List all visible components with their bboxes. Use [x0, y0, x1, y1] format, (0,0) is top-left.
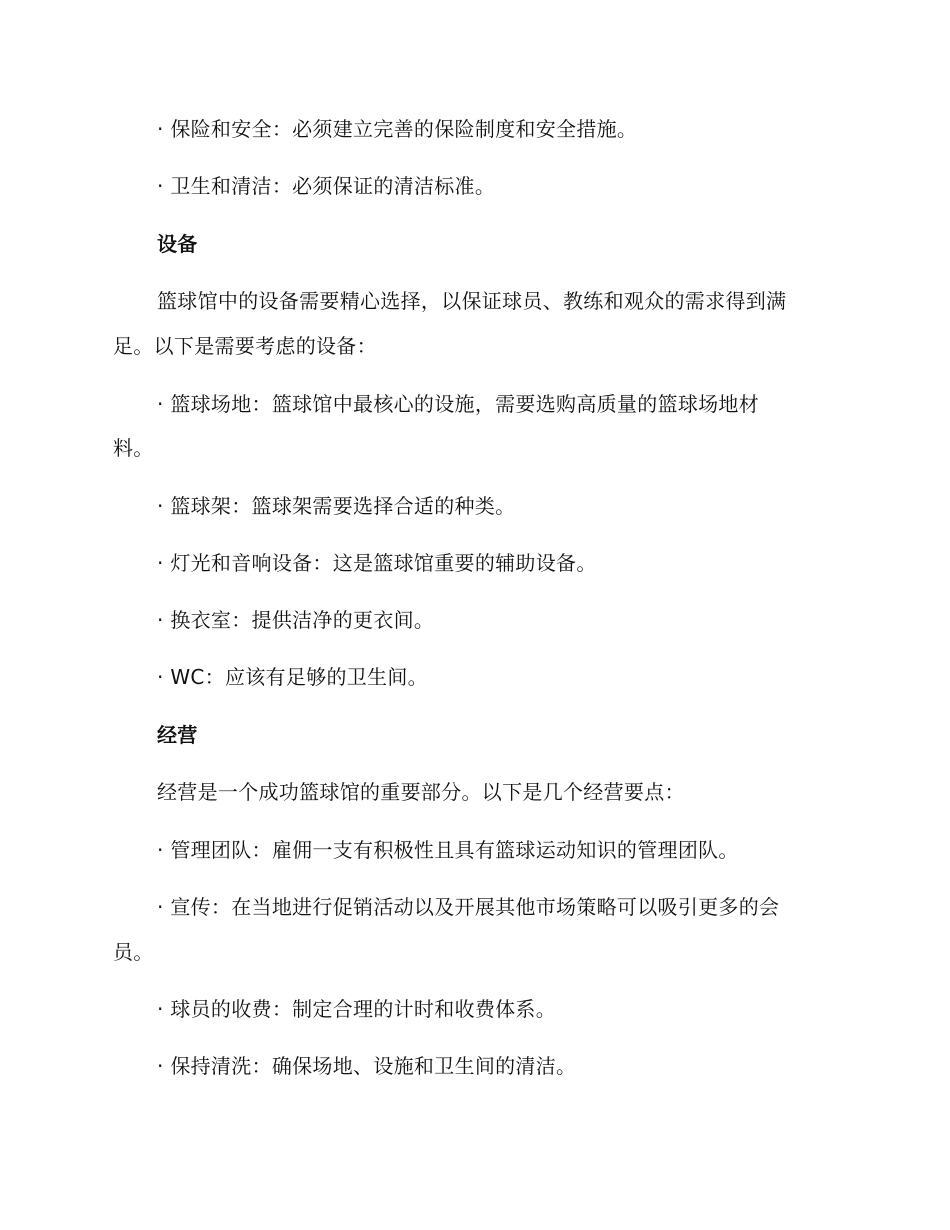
paragraph-equipment-intro: 篮球馆中的设备需要精心选择，以保证球员、教练和观众的需求得到满 [157, 289, 787, 313]
bullet-keep-clean: · 保持清洗：确保场地、设施和卫生间的清洁。 [157, 1054, 577, 1078]
bullet-locker-room: · 换衣室：提供洁净的更衣间。 [157, 608, 435, 632]
paragraph-operations-intro: 经营是一个成功篮球馆的重要部分。以下是几个经营要点： [157, 780, 685, 804]
paragraph-equipment-intro-continued: 足。以下是需要考虑的设备： [113, 334, 377, 358]
bullet-basketball-hoop: · 篮球架：篮球架需要选择合适的种类。 [157, 494, 516, 518]
bullet-promotion-continued: 员。 [113, 940, 154, 964]
bullet-player-fees: · 球员的收费：制定合理的计时和收费体系。 [157, 997, 557, 1021]
bullet-court-floor-continued: 料。 [113, 436, 154, 460]
bullet-insurance-safety: · 保险和安全：必须建立完善的保险制度和安全措施。 [157, 117, 638, 141]
bullet-court-floor: · 篮球场地：篮球馆中最核心的设施，需要选购高质量的篮球场地材 [157, 392, 760, 416]
bullet-promotion: · 宣传：在当地进行促销活动以及开展其他市场策略可以吸引更多的会 [157, 895, 780, 919]
bullet-management-team: · 管理团队：雇佣一支有积极性且具有篮球运动知识的管理团队。 [157, 838, 739, 862]
bullet-hygiene-cleaning: · 卫生和清洁：必须保证的清洁标准。 [157, 174, 496, 198]
section-heading-equipment: 设备 [157, 232, 198, 256]
bullet-restroom: · WC：应该有足够的卫生间。 [157, 665, 428, 689]
section-heading-operations: 经营 [157, 723, 198, 747]
bullet-lighting-audio: · 灯光和音响设备：这是篮球馆重要的辅助设备。 [157, 551, 597, 575]
